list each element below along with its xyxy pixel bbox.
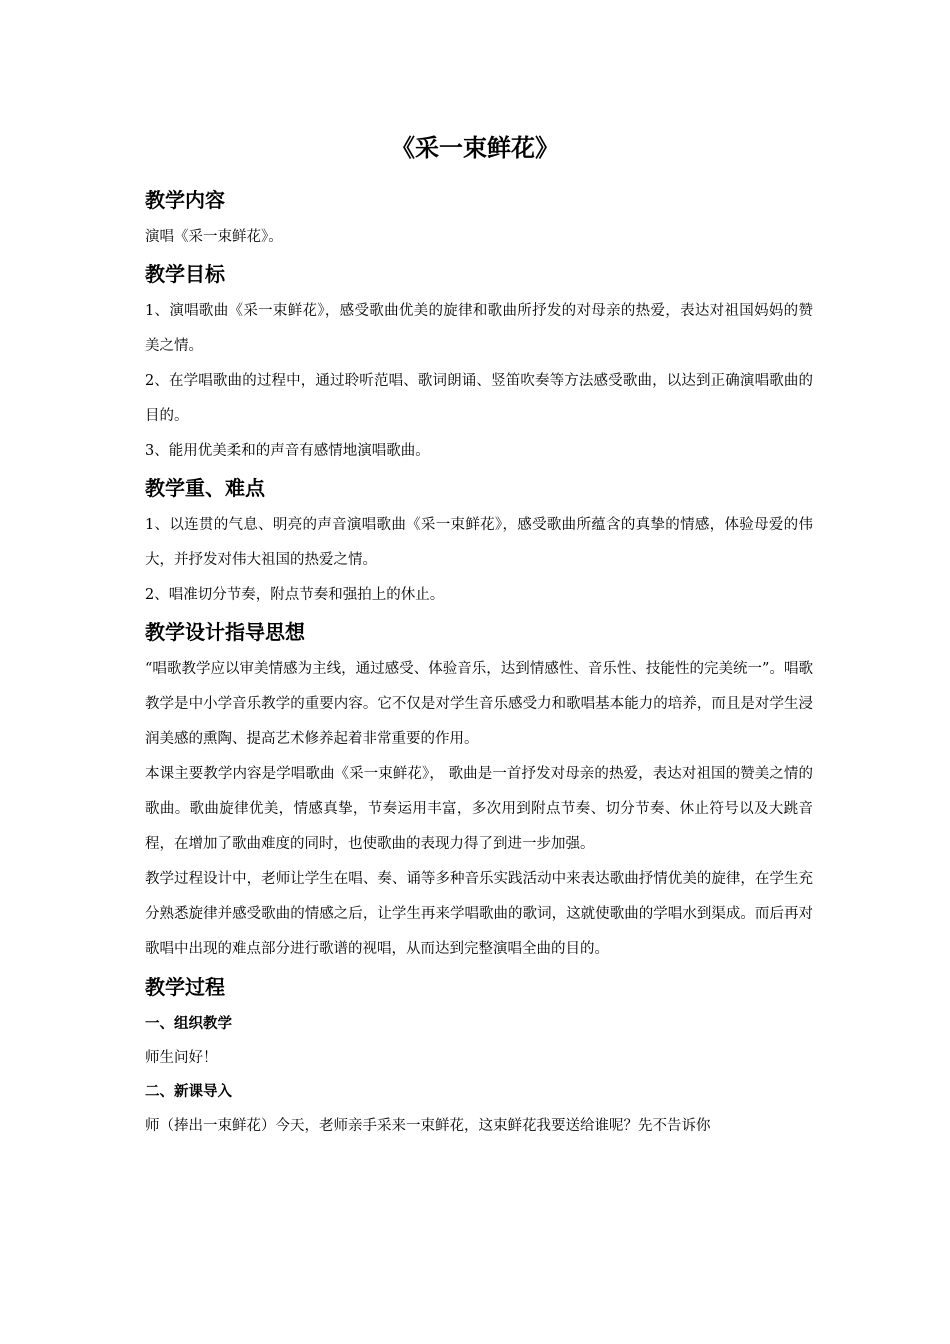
- process-step-2-text: 师（捧出一束鲜花）今天，老师亲手采来一束鲜花，这束鲜花我要送给谁呢？先不告诉你: [145, 1118, 711, 1134]
- process-step-1-text: 师生问好！: [145, 1050, 218, 1066]
- process-step-1-heading: 一、组织教学: [145, 1016, 232, 1032]
- section-heading-content: 教学内容: [145, 188, 225, 212]
- key-point-item-1: 1、以连贯的气息、明亮的声音演唱歌曲《采一束鲜花》，感受歌曲所蕴含的真挚的情感，体验母爱的伟大，并抒发对伟大祖国的热爱之情。: [145, 517, 813, 568]
- document-title: 《采一束鲜花》: [391, 134, 559, 162]
- design-paragraph-2: 本课主要教学内容是学唱歌曲《采一束鲜花》， 歌曲是一首抒发对母亲的热爱，表达对祖国的赞美之情的歌曲。歌曲旋律优美，情感真挚，节奏运用丰富，多次用到附点节奏、切分节奏、休止符号以及大跳音程，在增加了歌曲难度的同时，也使歌曲的表现力得了到进一步加强。: [145, 766, 813, 852]
- goal-item-3: 3、能用优美柔和的声音有感情地演唱歌曲。: [145, 443, 430, 459]
- section-heading-design: 教学设计指导思想: [145, 620, 305, 644]
- design-paragraph-1: “唱歌教学应以审美情感为主线，通过感受、体验音乐，达到情感性、音乐性、技能性的完美统一”。唱歌教学是中小学音乐教学的重要内容。它不仅是对学生音乐感受力和歌唱基本能力的培养，而且是对学生浸润美感的熏陶、提高艺术修养起着非常重要的作用。: [145, 661, 813, 747]
- section-heading-key-points: 教学重、难点: [145, 476, 265, 500]
- goal-item-1: 1、演唱歌曲《采一束鲜花》，感受歌曲优美的旋律和歌曲所抒发的对母亲的热爱，表达对祖国妈妈的赞美之情。: [145, 303, 813, 354]
- section-heading-goals: 教学目标: [145, 262, 225, 286]
- goal-item-2: 2、在学唱歌曲的过程中，通过聆听范唱、歌词朗诵、竖笛吹奏等方法感受歌曲，以达到正确演唱歌曲的目的。: [145, 373, 813, 424]
- content-text: 演唱《采一束鲜花》。: [145, 229, 283, 245]
- design-paragraph-3: 教学过程设计中，老师让学生在唱、奏、诵等多种音乐实践活动中来表达歌曲抒情优美的旋律，在学生充分熟悉旋律并感受歌曲的情感之后，让学生再来学唱歌曲的歌词，这就使歌曲的学唱水到渠成。而后再对歌唱中出现的难点部分进行歌谱的视唱，从而达到完整演唱全曲的目的。: [145, 871, 813, 957]
- section-heading-process: 教学过程: [145, 975, 225, 999]
- document-body: [145, 180, 813, 1143]
- key-point-item-2: 2、唱准切分节奏，附点节奏和强拍上的休止。: [145, 587, 445, 603]
- process-step-2-heading: 二、新课导入: [145, 1084, 232, 1100]
